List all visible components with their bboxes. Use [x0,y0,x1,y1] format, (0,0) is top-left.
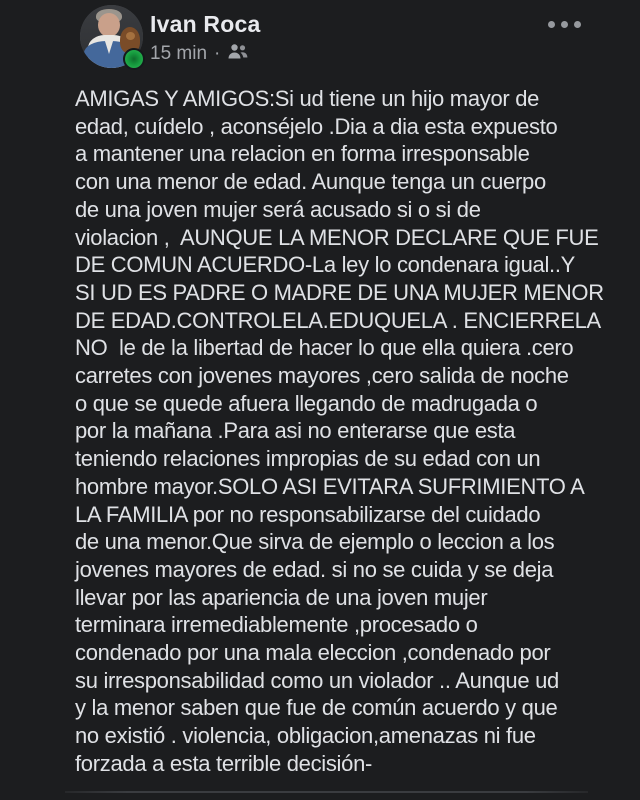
post-text-line: SI UD ES PADRE O MADRE DE UNA MUJER MENOR [75,279,604,305]
post-text-line: DE COMUN ACUERDO-La ley lo condenara igual..Y [75,252,576,278]
ellipsis-dot [561,21,568,28]
ellipsis-dot [548,21,555,28]
post-text-line: teniendo relaciones impropias de su edad con un [75,446,541,472]
post-divider [65,791,588,793]
post-text-line: violacion , AUNQUE LA MENOR DECLARE QUE FUE [75,224,599,250]
post-text-line: no existió . violencia, obligacion,amenazas ni fue [75,723,536,749]
post-text-line: terminara irremediablemente ,procesado o [75,612,478,638]
post-meta [150,41,248,66]
meta-separator: · [214,42,221,64]
post-header [0,0,640,80]
post-text-line: de una menor.Que sirva de ejemplo o leccion a los [75,529,555,555]
post-timestamp[interactable]: 15 min [150,42,208,64]
avatar-teddy-face [126,32,135,40]
post-text-line: NO le de la libertad de hacer lo que ella quiera .cero [75,335,574,361]
active-status-indicator [123,48,145,70]
post-options-button[interactable] [548,14,592,34]
post-text-line: a mantener una relacion en forma irresponsable [75,141,530,167]
post-text-line: jovenes mayores de edad. si no se cuida y se deja [75,556,554,582]
post-text-line: hombre mayor.SOLO ASI EVITARA SUFRIMIENTO A [75,473,585,499]
profile-picture[interactable] [80,5,143,68]
post-text-line: edad, cuídelo , aconséjelo .Dia a dia esta expuesto [75,113,558,139]
post-text-line: su irresponsabilidad como un violador .. Aunque ud [75,667,559,693]
post-text-line: DE EDAD.CONTROLELA.EDUQUELA . ENCIERRELA [75,307,601,333]
ellipsis-dot [574,21,581,28]
post-text [75,85,635,778]
post-text-line: AMIGAS Y AMIGOS:Si ud tiene un hijo mayor de [75,86,540,111]
author-name[interactable]: Ivan Roca [150,11,261,37]
post-text-line: LA FAMILIA por no responsabilizarse del cuidado [75,501,541,527]
post-text-line: llevar por las apariencia de una joven mujer [75,584,488,610]
post-text-line: carretes con jovenes mayores ,cero salida de noche [75,363,569,389]
post-text-line: por la mañana .Para asi no enterarse que esta [75,418,516,444]
post-text-line: condenado por una mala eleccion ,condenado por [75,640,551,666]
post-text-line: o que se quede afuera llegando de madrugada o [75,390,538,416]
post-text-line: y la menor saben que fue de común acuerdo y que [75,695,558,721]
post-text-line: forzada a esta terrible decisión- [75,750,373,776]
avatar-face [98,13,120,37]
friends-audience-icon [227,43,248,66]
post-text-line: de una joven mujer será acusado si o si de [75,196,481,222]
post-text-line: con una menor de edad. Aunque tenga un cuerpo [75,169,546,195]
